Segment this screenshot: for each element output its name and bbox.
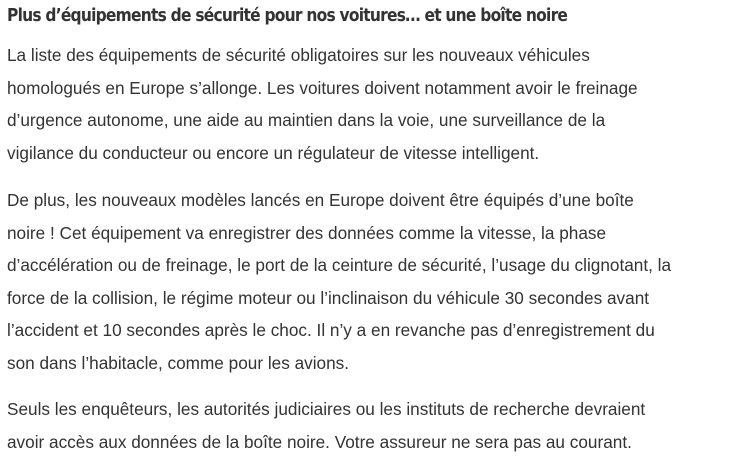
paragraph-line: d’urgence autonome, une aide au maintien dans la voie, une surveillance de la (7, 110, 606, 131)
paragraph-line: d’accélération ou de freinage, le port de la ceinture de sécurité, l’usage du clignotant, la (7, 255, 672, 276)
paragraph-line: force de la collision, le régime moteur ou l’inclinaison du véhicule 30 secondes avant (7, 287, 650, 308)
paragraph-line: noire ! Cet équipement va enregistrer des données comme la vitesse, la phase (7, 222, 607, 243)
paragraph-line: avoir accès aux données de la boîte noire. Votre assureur ne sera pas au courant. (7, 431, 632, 452)
paragraph-line: son dans l’habitacle, comme pour les avions. (7, 352, 350, 373)
paragraph-line: vigilance du conducteur ou encore un régulateur de vitesse intelligent. (7, 142, 540, 163)
paragraph-line: Seuls les enquêteurs, les autorités judiciaires ou les instituts de recherche devraient (7, 399, 646, 419)
paragraph-boite-noire (7, 184, 671, 380)
paragraph-line: De plus, les nouveaux modèles lancés en Europe doivent être équipés d’une boîte (7, 190, 634, 210)
paragraph-line: La liste des équipements de sécurité obligatoires sur les nouveaux véhicules (7, 45, 590, 65)
article-heading: Plus d’équipements de sécurité pour nos voitures… et une boîte noire (7, 5, 568, 26)
paragraph-equipements (7, 39, 638, 169)
paragraph-line: homologués en Europe s’allonge. Les voitures doivent notamment avoir le freinage (7, 77, 638, 98)
paragraph-acces-donnees (7, 393, 645, 458)
paragraph-line: l’accident et 10 secondes après le choc. Il n’y a en revanche pas d’enregistrement du (7, 320, 655, 341)
